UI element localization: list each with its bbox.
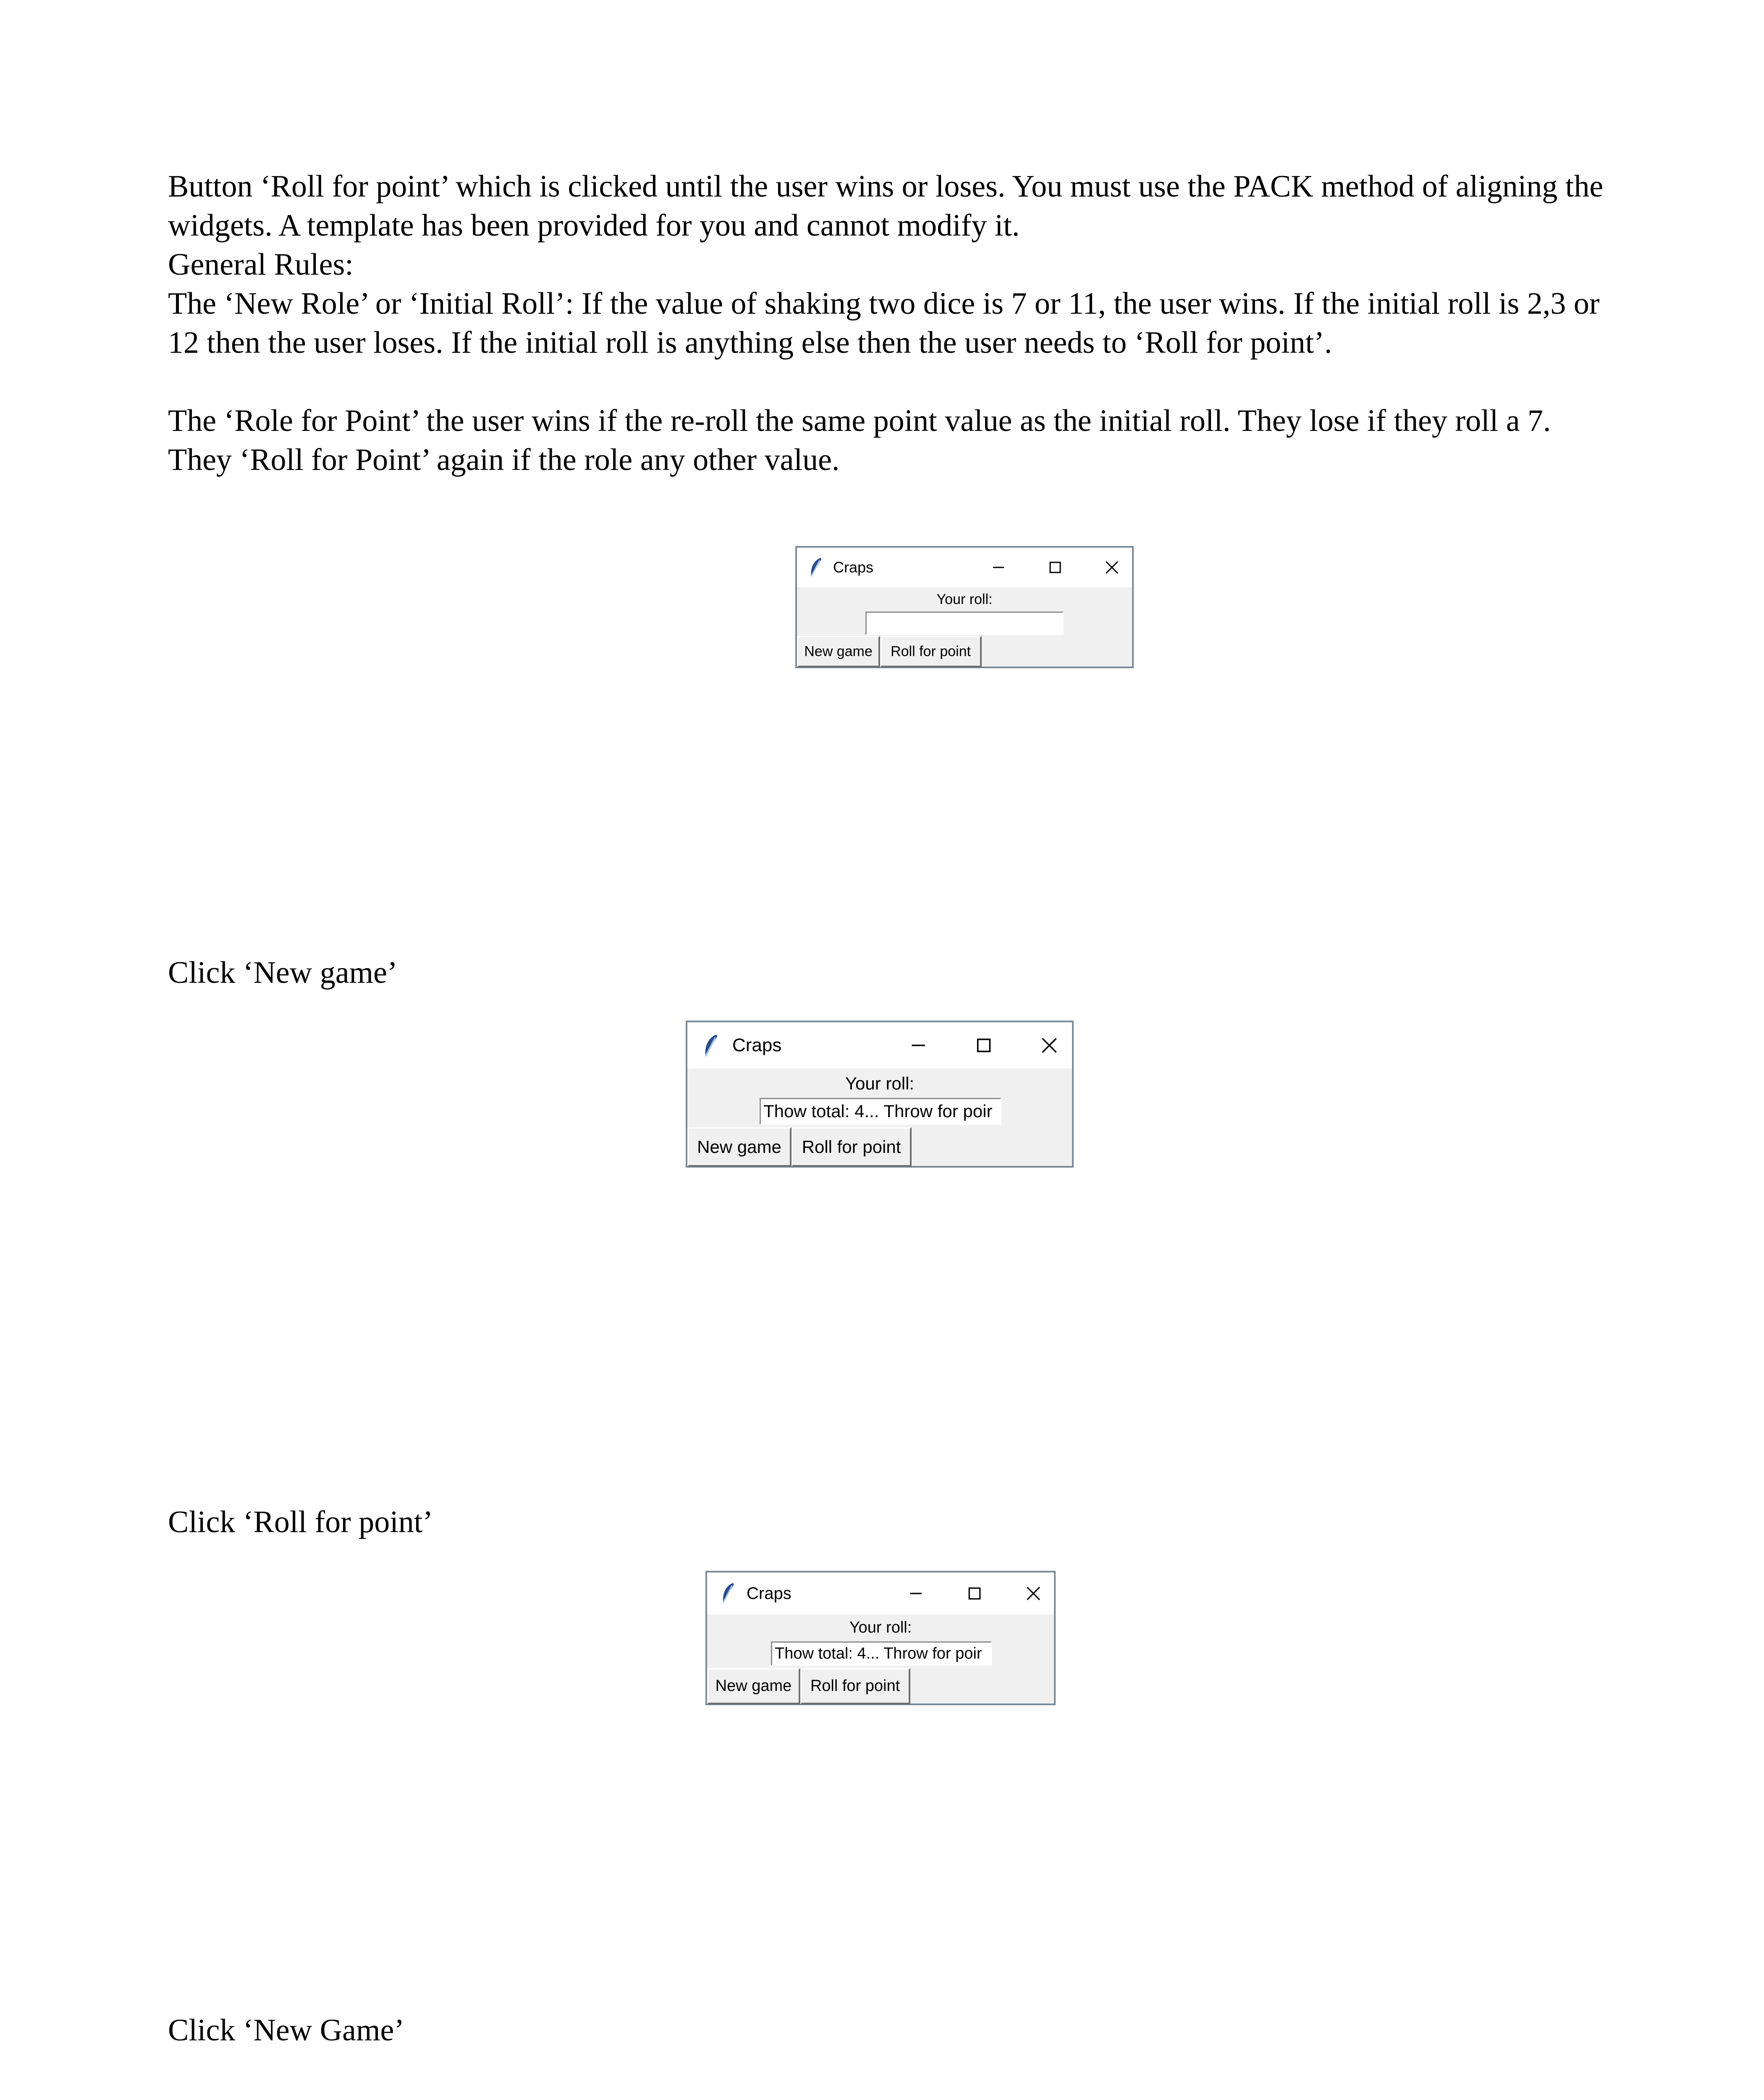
tk-feather-icon: [702, 1033, 719, 1058]
roll-for-point-rule: The ‘Role for Point’ the user wins if the re-roll the same point value as the initial roll. They lose if they roll a 7. They ‘Roll for Point’ again if the role any other value.: [168, 404, 1551, 477]
new-game-button[interactable]: New game: [707, 1668, 800, 1704]
new-game-button[interactable]: New game: [687, 1127, 792, 1167]
window-title: Craps: [833, 559, 874, 576]
close-icon[interactable]: [1087, 548, 1137, 587]
caption-roll-for-point: Click ‘Roll for point’: [168, 1505, 433, 1539]
maximize-icon[interactable]: [1030, 548, 1080, 587]
craps-window-initial: [795, 546, 1134, 668]
title-bar[interactable]: [797, 548, 1132, 587]
craps-window-after-new-game: [686, 1021, 1074, 1168]
caption-new-game-again: Click ‘New Game’: [168, 2013, 405, 2048]
close-icon[interactable]: [1007, 1572, 1060, 1614]
close-icon[interactable]: [1020, 1022, 1079, 1068]
roll-result-entry[interactable]: Thow total: 4... Throw for poir: [771, 1641, 992, 1666]
minimize-icon[interactable]: [973, 548, 1024, 587]
caption-new-game: Click ‘New game’: [168, 956, 398, 990]
craps-window-after-roll-for-point: [705, 1571, 1056, 1705]
title-bar[interactable]: [687, 1022, 1072, 1068]
tk-feather-icon: [721, 1582, 736, 1604]
your-roll-label: Your roll:: [849, 1619, 912, 1636]
maximize-icon[interactable]: [954, 1022, 1013, 1068]
window-title: Craps: [747, 1584, 792, 1603]
initial-roll-rule: The ‘New Role’ or ‘Initial Roll’: If the value of shaking two dice is 7 or 11, the user wins. If the initial roll is 2,3 or 12 then the user loses. If the initial roll is anything else then the user needs to ‘Roll for point’.: [168, 286, 1600, 360]
roll-for-point-button[interactable]: Roll for point: [880, 636, 982, 667]
your-roll-label: Your roll:: [845, 1074, 915, 1093]
general-rules-heading: General Rules:: [168, 247, 354, 282]
window-title: Craps: [732, 1035, 782, 1055]
your-roll-label: Your roll:: [936, 591, 993, 607]
instruction-paragraph: Button ‘Roll for point’ which is clicked until the user wins or loses. You must use the PACK method of aligning the widgets. A template has been provided for you and cannot modify it.: [168, 169, 1604, 243]
new-game-button[interactable]: New game: [797, 636, 880, 667]
maximize-icon[interactable]: [948, 1572, 1001, 1614]
roll-for-point-button[interactable]: Roll for point: [800, 1668, 910, 1704]
roll-for-point-button[interactable]: Roll for point: [792, 1127, 912, 1167]
minimize-icon[interactable]: [889, 1022, 948, 1068]
roll-result-entry[interactable]: Thow total: 4... Throw for poir: [760, 1098, 1001, 1125]
roll-result-entry[interactable]: [865, 612, 1064, 635]
title-bar[interactable]: [707, 1572, 1054, 1614]
minimize-icon[interactable]: [889, 1572, 942, 1614]
tk-feather-icon: [809, 557, 823, 578]
